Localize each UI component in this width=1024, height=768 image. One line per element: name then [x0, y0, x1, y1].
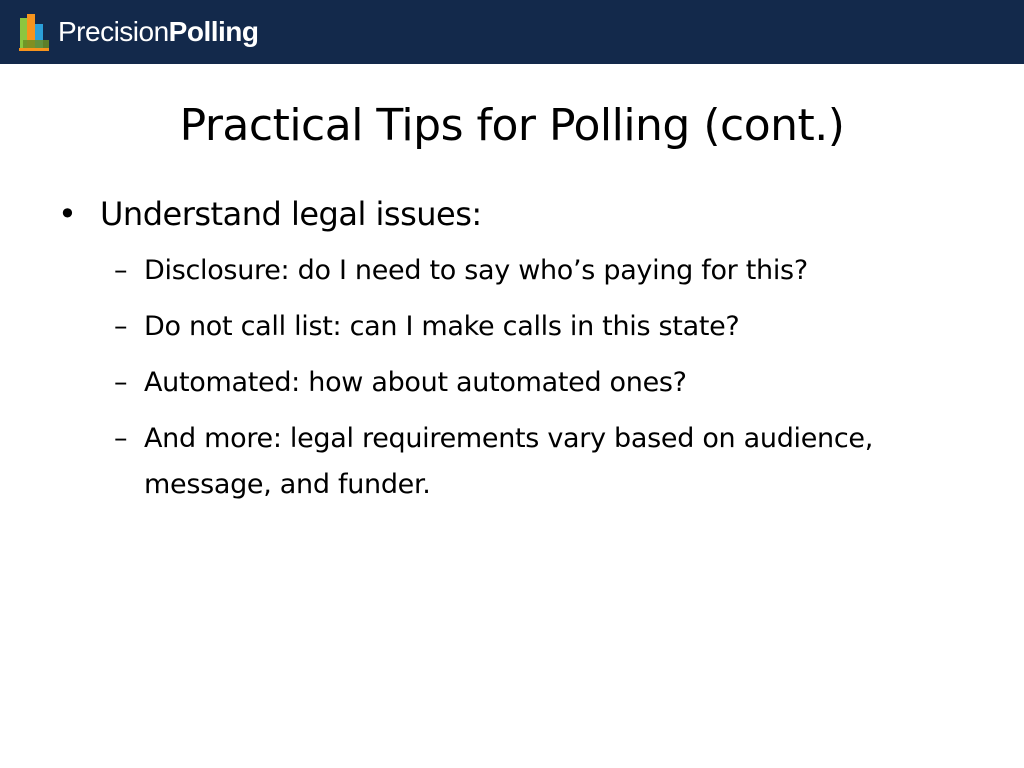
header-bar	[0, 0, 1024, 64]
sub-bullet-marker: –	[114, 367, 128, 398]
bullet-text: Understand legal issues:	[100, 195, 482, 233]
slide-content	[58, 190, 978, 518]
sub-bullet-item	[58, 416, 978, 508]
sub-bullet-item	[58, 360, 978, 406]
sub-bullet-text: Do not call list: can I make calls in this state?	[144, 311, 740, 342]
sub-bullet-marker: –	[114, 255, 128, 286]
logo-bars-icon	[18, 12, 52, 52]
sub-bullet-marker: –	[114, 311, 128, 342]
sub-bullet-text: And more: legal requirements vary based on audience, message, and funder.	[144, 423, 873, 500]
bullet-item	[58, 190, 978, 238]
slide-title: Practical Tips for Polling (cont.)	[179, 100, 845, 151]
bullet-marker: •	[58, 195, 77, 233]
precision-polling-logo	[18, 10, 259, 54]
sub-bullet-item	[58, 248, 978, 294]
sub-bullet-marker: –	[114, 423, 128, 454]
logo-wordmark-precision: Precision	[58, 16, 169, 47]
sub-bullet-text: Disclosure: do I need to say who’s paying for this?	[144, 255, 808, 286]
logo-wordmark	[58, 18, 259, 46]
sub-bullet-text: Automated: how about automated ones?	[144, 367, 687, 398]
logo-wordmark-polling: Polling	[168, 16, 259, 47]
sub-bullet-list	[58, 248, 978, 508]
sub-bullet-item	[58, 304, 978, 350]
